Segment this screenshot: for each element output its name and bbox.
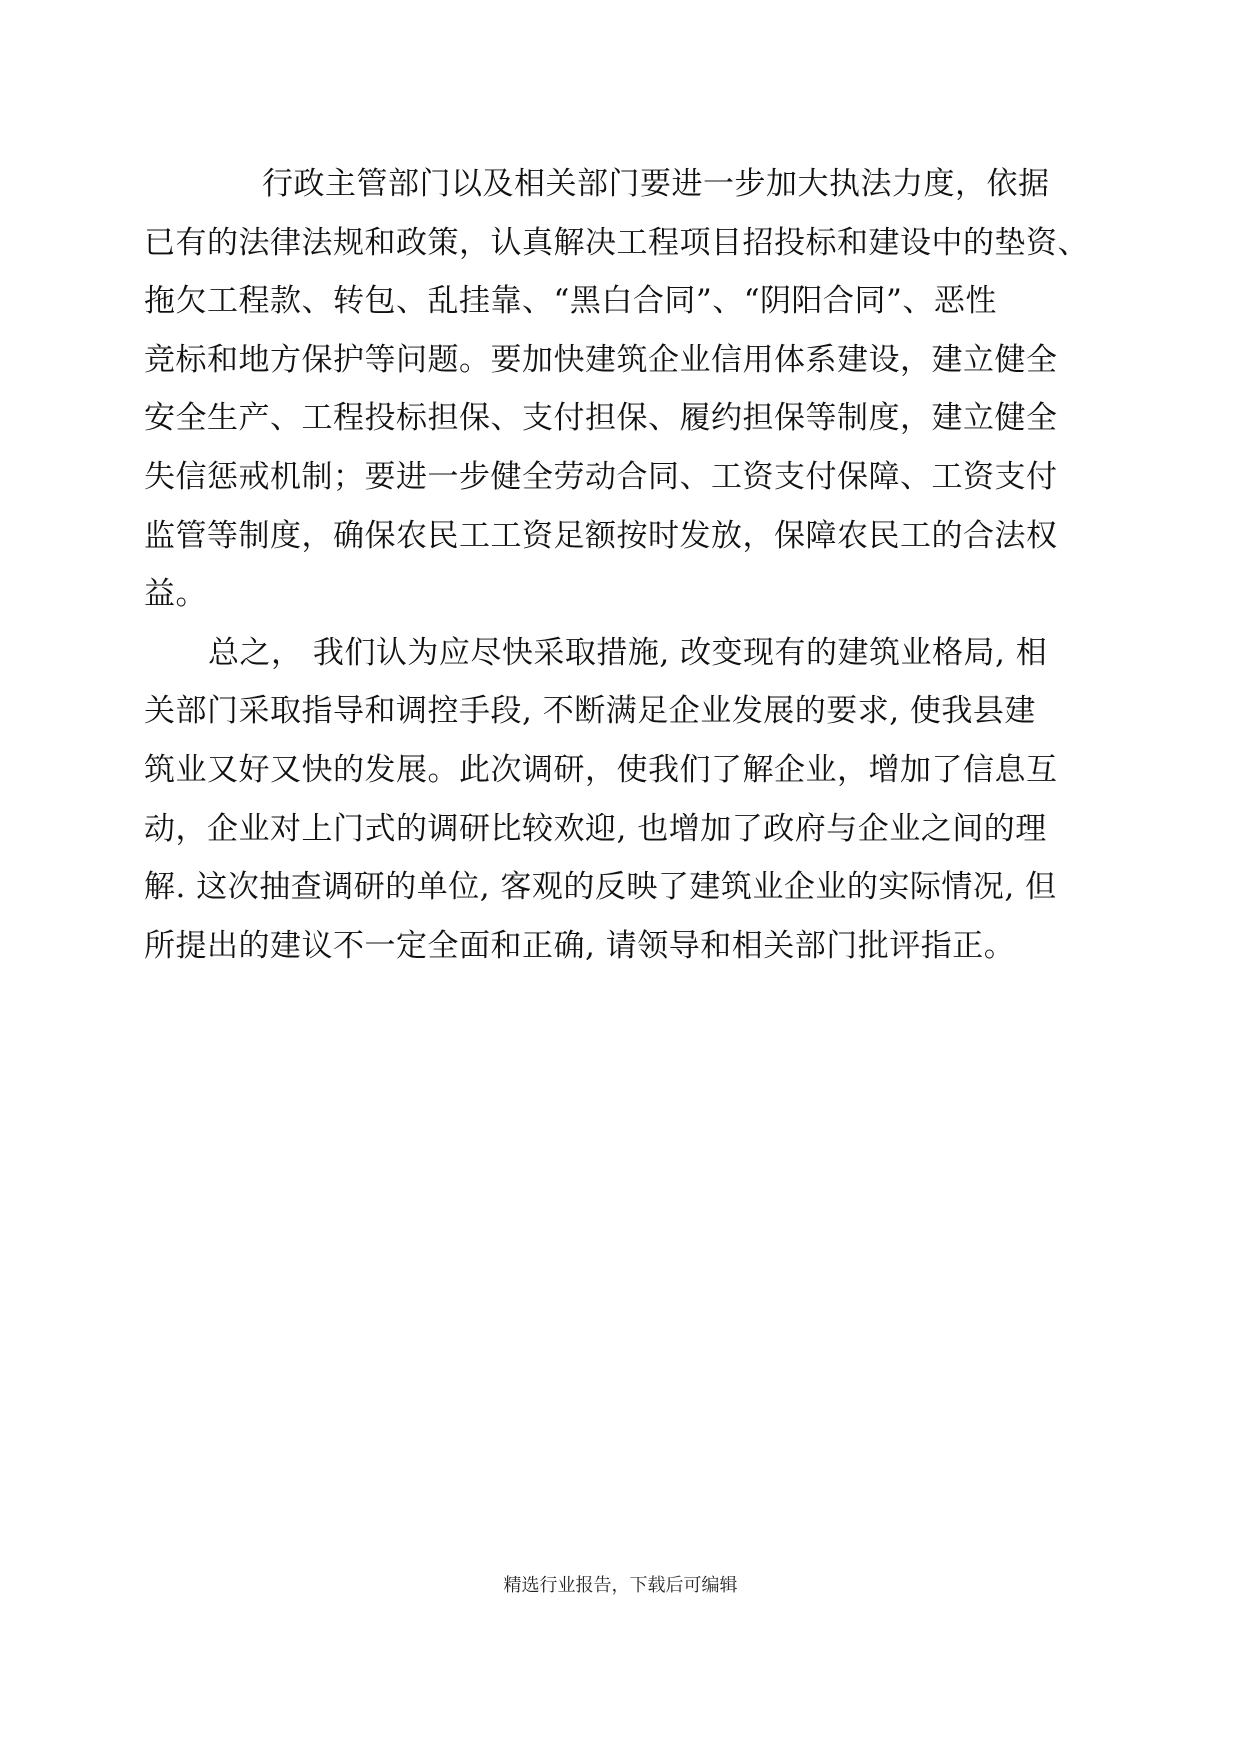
document-body	[144, 155, 1104, 975]
text-line: 益。	[144, 576, 207, 613]
page-footer: 精选行业报告，下载后可编辑	[503, 1575, 738, 1596]
paragraph-conclusion	[144, 624, 1104, 976]
text-line: 拖欠工程款、转包、乱挂靠、“黑白合同”、“阴阳合同”、恶性	[144, 283, 997, 320]
text-line: 监管等制度，确保农民工工资足额按时发放，保障农民工的合法权	[144, 517, 1058, 554]
text-line: 安全生产、工程投标担保、支付担保、履约担保等制度，建立健全	[144, 400, 1058, 437]
text-line: 解. 这次抽查调研的单位, 客观的反映了建筑业企业的实际情况, 但	[144, 869, 1057, 906]
text-line: 关部门采取指导和调控手段, 不断满足企业发展的要求, 使我县建	[144, 693, 1036, 730]
text-line: 行政主管部门以及相关部门要进一步加大执法力度，依据	[262, 166, 1050, 202]
paragraph-enforcement	[144, 155, 1104, 624]
text-line: 所提出的建议不一定全面和正确, 请领导和相关部门批评指正。	[144, 927, 1016, 964]
text-line: 总之， 我们认为应尽快采取措施, 改变现有的建筑业格局, 相	[208, 634, 1048, 671]
text-line: 已有的法律法规和政策，认真解决工程项目招投标和建设中的垫资、	[144, 224, 1089, 261]
text-line: 竞标和地方保护等问题。要加快建筑企业信用体系建设，建立健全	[144, 341, 1058, 378]
text-line: 筑业又好又快的发展。此次调研，使我们了解企业，增加了信息互	[144, 751, 1058, 788]
text-line: 失信惩戒机制；要进一步健全劳动合同、工资支付保障、工资支付	[144, 458, 1058, 495]
text-line: 动，企业对上门式的调研比较欢迎, 也增加了政府与企业之间的理	[144, 810, 1047, 847]
